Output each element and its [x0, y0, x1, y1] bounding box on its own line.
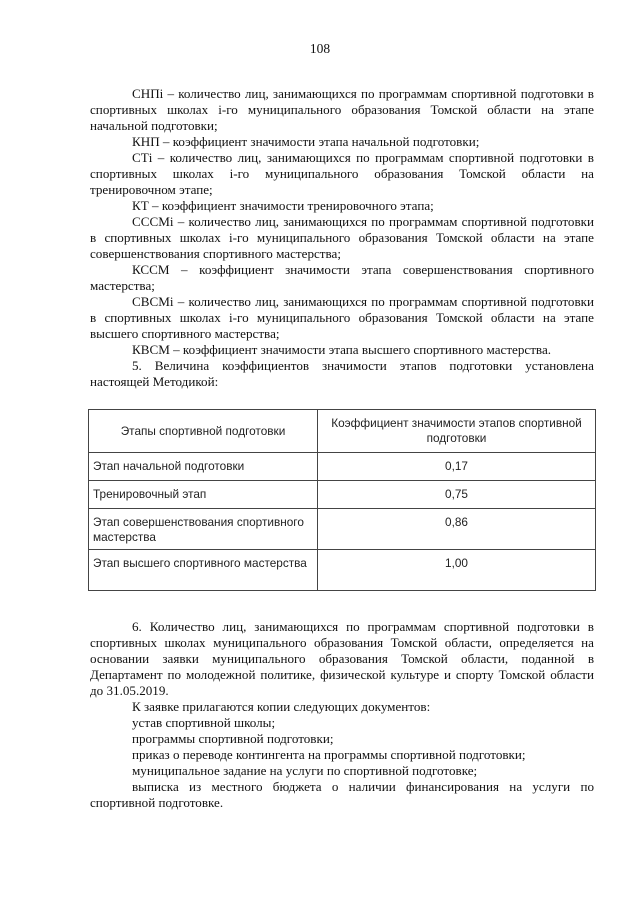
attachments-intro: К заявке прилагаются копии следующих документов:: [132, 699, 431, 714]
list-item: выписка из местного бюджета о наличии финансирования на услуги по спортивной подготовке.: [90, 779, 594, 810]
attachments-list: [90, 715, 594, 811]
column-header-coefficient: Коэффициент значимости этапов спортивной подготовки: [318, 410, 596, 453]
stage-name: Этап высшего спортивного мастерства: [89, 550, 318, 591]
spacer: [90, 591, 594, 619]
stage-name: Этап совершенствования спортивного мастерства: [89, 509, 318, 550]
stage-name: Этап начальной подготовки: [89, 453, 318, 481]
list-item: устав спортивной школы;: [132, 715, 276, 730]
definition-kt: КТ – коэффициент значимости тренировочного этапа;: [132, 198, 434, 213]
document-body: [90, 86, 594, 811]
clause-6: 6. Количество лиц, занимающихся по программам спортивной подготовки в спортивных школах муниципального образования Томской области, определяется на основании заявки муниципального образования Томской области, поданной в Департамент по молодежной политике, физической культуре и спорту Томской области до 31.05.2019.: [90, 619, 594, 698]
coefficients-table-wrapper: [88, 409, 596, 591]
definition-kssm: КССМ – коэффициент значимости этапа совершенствования спортивного мастерства;: [90, 262, 594, 293]
list-item: программы спортивной подготовки;: [132, 731, 334, 746]
definition-kvsm: КВСМ – коэффициент значимости этапа высшего спортивного мастерства.: [132, 342, 552, 357]
table-row: [89, 481, 596, 509]
clause-5: 5. Величина коэффициентов значимости этапов подготовки установлена настоящей Методикой:: [90, 358, 594, 389]
column-header-stage: Этапы спортивной подготовки: [89, 410, 318, 453]
stage-coefficient: 1,00: [318, 550, 596, 591]
table-row: [89, 550, 596, 591]
coefficients-table: [88, 409, 596, 591]
stage-coefficient: 0,86: [318, 509, 596, 550]
definition-st: СТi – количество лиц, занимающихся по программам спортивной подготовки в спортивных школах i-го муниципального образования Томской области на тренировочном этапе;: [90, 150, 594, 197]
definition-snp: СНПi – количество лиц, занимающихся по программам спортивной подготовки в спортивных школах i-го муниципального образования Томской области на этапе начальной подготовки;: [90, 86, 594, 133]
stage-name: Тренировочный этап: [89, 481, 318, 509]
definition-knp: КНП – коэффициент значимости этапа начальной подготовки;: [132, 134, 480, 149]
list-item: приказ о переводе контингента на программы спортивной подготовки;: [132, 747, 526, 762]
list-item: муниципальное задание на услуги по спортивной подготовке;: [132, 763, 478, 778]
definition-svsm: СВСМi – количество лиц, занимающихся по программам спортивной подготовки в спортивных школах i-го муниципального образования Томской области на этапе высшего спортивного мастерства;: [90, 294, 594, 341]
stage-coefficient: 0,75: [318, 481, 596, 509]
table-header-row: [89, 410, 596, 453]
table-row: [89, 453, 596, 481]
page-number: 108: [309, 41, 331, 56]
stage-coefficient: 0,17: [318, 453, 596, 481]
definition-sssm: СССМi – количество лиц, занимающихся по программам спортивной подготовки в спортивных школах i-го муниципального образования Томской области на этапе совершенствования спортивного мастерства;: [90, 214, 594, 261]
table-row: [89, 509, 596, 550]
